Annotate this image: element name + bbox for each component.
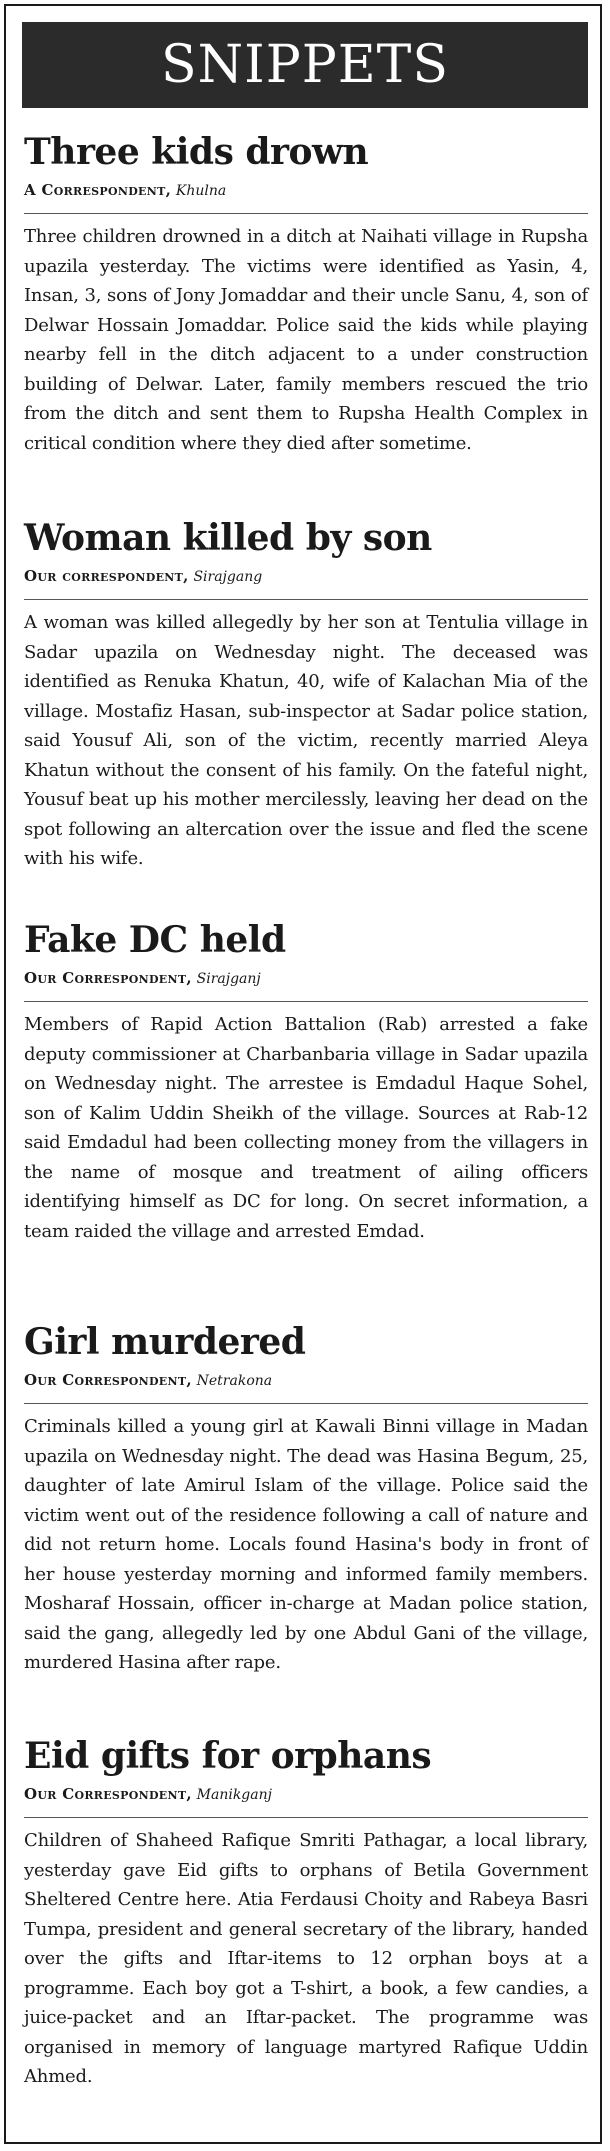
byline-author: A Correspondent,	[24, 181, 172, 199]
story-headline: Three kids drown	[24, 131, 369, 173]
story-headline: Fake DC held	[24, 919, 286, 961]
byline-author: Our Correspondent,	[24, 1785, 192, 1803]
byline-location: Sirajganj	[196, 971, 261, 987]
news-story	[24, 516, 588, 892]
byline-author: Our Correspondent,	[24, 969, 192, 987]
divider	[24, 1403, 588, 1404]
divider	[24, 1001, 588, 1002]
section-banner	[22, 22, 588, 108]
story-headline: Woman killed by son	[24, 517, 432, 559]
divider	[24, 1817, 588, 1818]
story-byline	[24, 968, 588, 989]
story-byline	[24, 1784, 588, 1805]
story-body: Members of Rapid Action Battalion (Rab) arrested a fake deputy commissioner at Charbanbaria village in Sadar upazila on Wednesday night. The arrestee is Emdadul Haque Sohel, son of Kalim Uddin Sheikh of the village. Sources at Rab-12 said Emdadul had been collecting money from the villagers in the name of mosque and treatment of ailing officers identifying himself as DC for long. On secret information, a team raided the village and arrested Emdad.	[24, 1014, 588, 1242]
news-story	[24, 918, 588, 1264]
story-body: Three children drowned in a ditch at Naihati village in Rupsha upazila yesterday. The victims were identified as Yasin, 4, Insan, 3, sons of Jony Jomaddar and their uncle Sanu, 4, son of Delwar Hossain Jomaddar. Police said the kids while playing nearby fell in the ditch adjacent to a under construction building of Delwar. Later, family members rescued the trio from the ditch and sent them to Rupsha Health Complex in critical condition where they died after sometime.	[24, 226, 588, 454]
byline-location: Khulna	[175, 183, 227, 199]
byline-author: Our correspondent,	[24, 567, 189, 585]
story-byline	[24, 1370, 588, 1391]
news-story	[24, 130, 588, 476]
story-body: A woman was killed allegedly by her son at Tentulia village in Sadar upazila on Wednesday night. The deceased was identified as Renuka Khatun, 40, wife of Kalachan Mia of the village. Mostafiz Hasan, sub-inspector at Sadar police station, said Yousuf Ali, son of the victim, recently married Aleya Khatun without the consent of his family. On the fateful night, Yousuf beat up his mother mercilessly, leaving her dead on the spot following an altercation over the issue and fled the scene with his wife.	[24, 612, 588, 869]
byline-author: Our Correspondent,	[24, 1371, 192, 1389]
section-title: SNIPPETS	[161, 35, 449, 95]
byline-location: Sirajgang	[193, 569, 263, 585]
byline-location: Manikganj	[196, 1787, 272, 1803]
divider	[24, 213, 588, 214]
divider	[24, 599, 588, 600]
news-story	[24, 1734, 588, 2110]
story-body: Children of Shaheed Rafique Smriti Pathagar, a local library, yesterday gave Eid gifts to orphans of Betila Government Sheltered Centre here. Atia Ferdausi Choity and Rabeya Basri Tumpa, president and general secretary of the library, handed over the gifts and Iftar-items to 12 orphan boys at a programme. Each boy got a T-shirt, a book, a few candies, a juice-packet and an Iftar-packet. The programme was organised in memory of language martyred Rafique Uddin Ahmed.	[24, 1830, 588, 2087]
story-byline	[24, 566, 588, 587]
byline-location: Netrakona	[196, 1373, 273, 1389]
story-headline: Eid gifts for orphans	[24, 1735, 432, 1777]
news-story	[24, 1320, 588, 1696]
story-byline	[24, 180, 588, 201]
story-body: Criminals killed a young girl at Kawali Binni village in Madan upazila on Wednesday night. The dead was Hasina Begum, 25, daughter of late Amirul Islam of the village. Police said the victim went out of the residence following a call of nature and did not return home. Locals found Hasina's body in front of her house yesterday morning and informed family members. Mosharaf Hossain, officer in-charge at Madan police station, said the gang, allegedly led by one Abdul Gani of the village, murdered Hasina after rape.	[24, 1416, 588, 1673]
story-headline: Girl murdered	[24, 1321, 306, 1363]
